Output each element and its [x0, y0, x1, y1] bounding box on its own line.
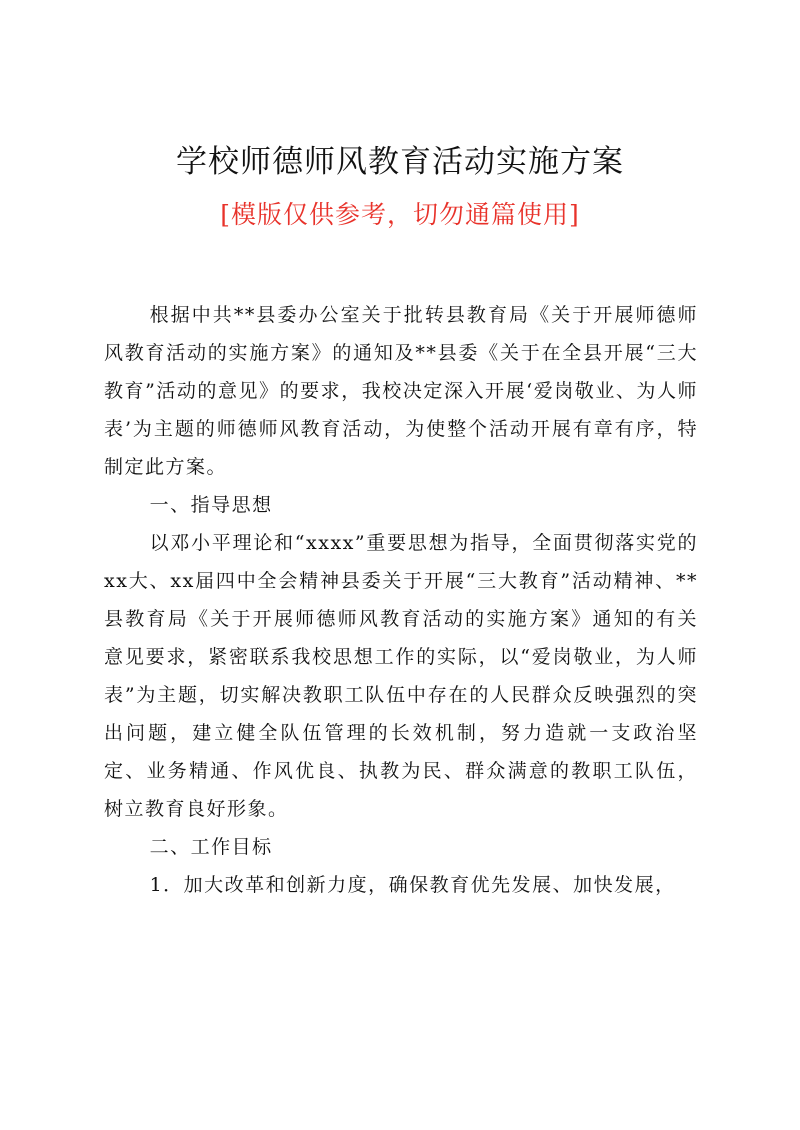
document-body [104, 296, 698, 904]
document-title: 学校师德师风教育活动实施方案 [176, 144, 624, 180]
work-goal-item-1: 1．加大改革和创新力度，确保教育优先发展、加快发展， [149, 874, 676, 896]
section-heading-guiding-ideology: 一、指导思想 [149, 494, 273, 516]
guiding-ideology-paragraph: 以邓小平理论和“xxxx”重要思想为指导，全面贯彻落实党的xx大、xx届四中全会精神县委关于开展“三大教育”活动精神、**县教育局《关于开展师德师风教育活动的实施方案》通知的有关意见要求，紧密联系我校思想工作的实际，以“爱岗敬业，为人师表”为主题，切实解决教职工队伍中存在的人民群众反映强烈的突出问题，建立健全队伍管理的长效机制，努力造就一支政治坚定、业务精通、作风优良、执教为民、群众满意的教职工队伍，树立教育良好形象。 [104, 532, 698, 820]
section-heading-work-goals: 二、工作目标 [149, 836, 273, 858]
template-notice: [模版仅供参考，切勿通篇使用] [220, 200, 580, 229]
intro-paragraph: 根据中共**县委办公室关于批转县教育局《关于开展师德师风教育活动的实施方案》的通知及**县委《关于在全县开展“三大教育”活动的意见》的要求，我校决定深入开展‘爱岗敬业、为人师表’为主题的师德师风教育活动，为使整个活动开展有章有序，特制定此方案。 [104, 304, 698, 478]
